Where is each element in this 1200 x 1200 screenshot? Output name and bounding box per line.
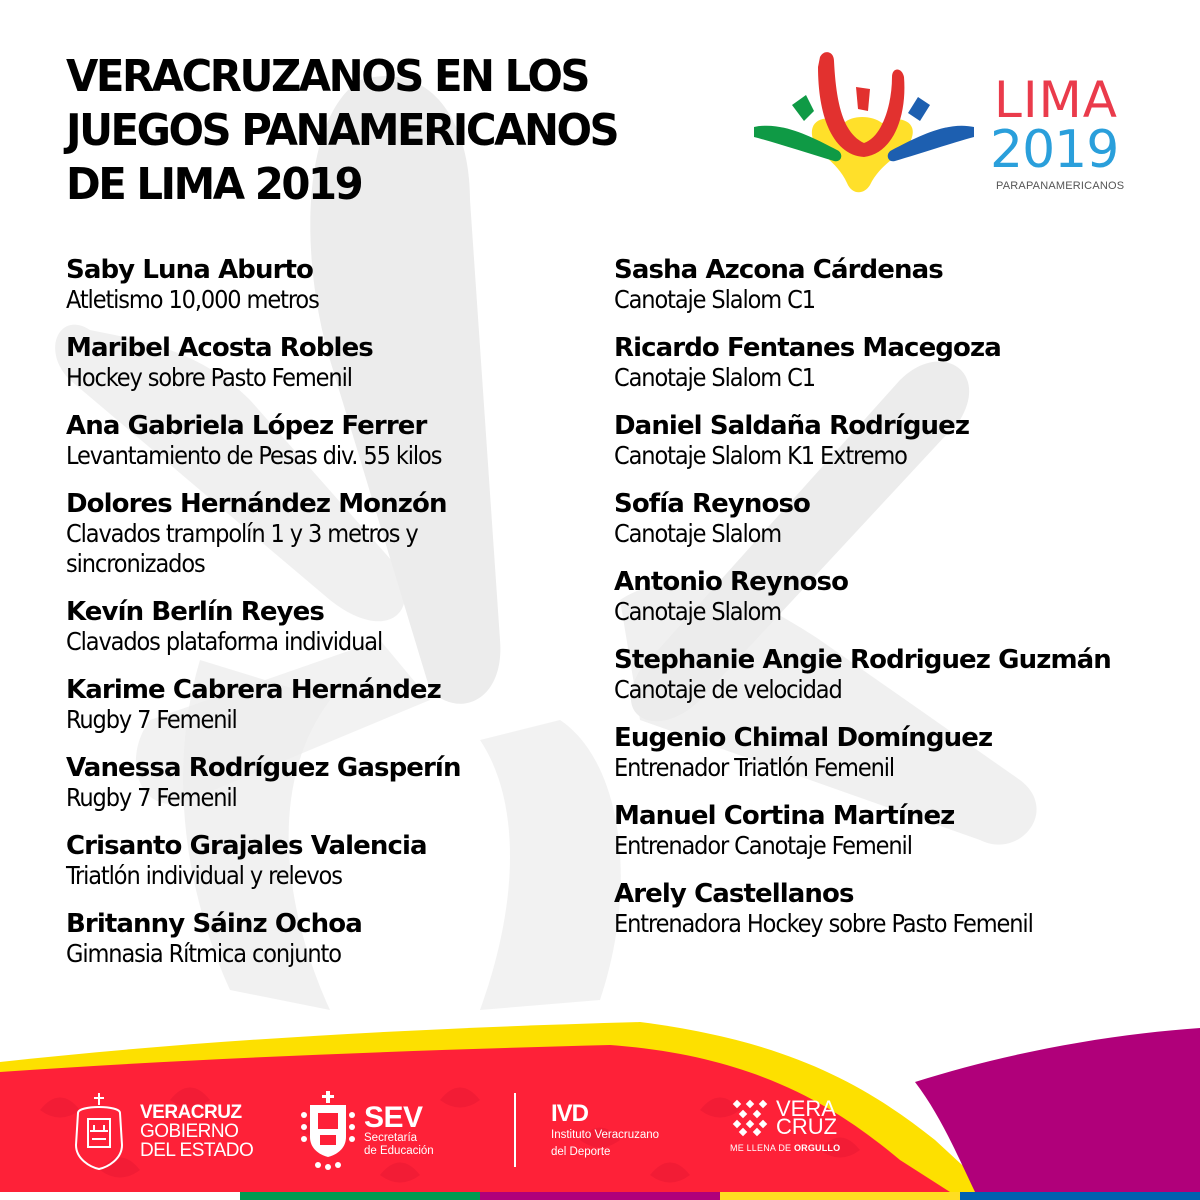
athlete-name: Karime Cabrera Hernández (66, 675, 441, 705)
athlete-discipline: Levantamiento de Pesas div. 55 kilos (66, 441, 442, 470)
athlete-entry (66, 489, 576, 579)
footer-logos (0, 1085, 1200, 1180)
vc-line-1: VERA (776, 1096, 836, 1121)
sev-shield-icon (300, 1091, 356, 1171)
gobierno-line-2: GOBIERNO (140, 1120, 239, 1142)
athlete-discipline: Canotaje Slalom C1 (614, 363, 815, 392)
stripe-yellow (720, 1192, 960, 1200)
athlete-name: Dolores Hernández Monzón (66, 489, 447, 519)
athlete-name: Maribel Acosta Robles (66, 333, 373, 363)
athlete-entry (66, 909, 576, 969)
athlete-discipline: Rugby 7 Femenil (66, 705, 237, 734)
vc-tagline-bold: ORGULLO (793, 1143, 841, 1153)
athletes-right-column (614, 255, 1174, 957)
title-line-1: VERACRUZANOS EN LOS (66, 51, 589, 102)
gobierno-veracruz-logo (68, 1091, 253, 1171)
athlete-name: Crisanto Grajales Valencia (66, 831, 427, 861)
sev-line-1: Secretaría (364, 1132, 418, 1144)
athlete-name: Ana Gabriela López Ferrer (66, 411, 427, 441)
stripe-blue (960, 1192, 1200, 1200)
athlete-entry (66, 675, 576, 735)
athlete-entry (614, 801, 1174, 861)
stripe-purple (480, 1192, 720, 1200)
athlete-discipline: Rugby 7 Femenil (66, 783, 237, 812)
athlete-name: Arely Castellanos (614, 879, 854, 909)
athlete-entry (614, 333, 1174, 393)
athlete-entry (614, 567, 1174, 627)
athlete-name: Manuel Cortina Martínez (614, 801, 955, 831)
athlete-entry (66, 333, 576, 393)
athlete-name: Daniel Saldaña Rodríguez (614, 411, 970, 441)
athlete-discipline: Entrenador Canotaje Femenil (614, 831, 912, 860)
athlete-discipline: Gimnasia Rítmica conjunto (66, 939, 341, 968)
vc-tagline (730, 1143, 840, 1153)
ivd-logo (551, 1100, 660, 1159)
athlete-name: Eugenio Chimal Domínguez (614, 723, 993, 753)
gobierno-line-1: VERACRUZ (140, 1101, 242, 1123)
athlete-discipline: Entrenadora Hockey sobre Pasto Femenil (614, 909, 1033, 938)
athlete-discipline: Triatlón individual y relevos (66, 861, 342, 890)
athlete-entry (614, 879, 1174, 939)
athlete-entry (614, 411, 1174, 471)
sev-acronym: SEV (364, 1101, 423, 1134)
sev-line-2: de Educación (364, 1145, 434, 1157)
page-title (66, 50, 693, 212)
athlete-discipline: Clavados plataforma individual (66, 627, 383, 656)
athlete-name: Saby Luna Aburto (66, 255, 314, 285)
athlete-discipline: Canotaje Slalom (614, 519, 782, 548)
athlete-discipline: Clavados trampolín 1 y 3 metros y sincronizados (66, 519, 418, 578)
sev-logo (300, 1091, 434, 1171)
footer-divider (514, 1093, 516, 1167)
ivd-line-2: del Deporte (551, 1146, 611, 1158)
athlete-name: Kevín Berlín Reyes (66, 597, 324, 627)
lima-wordmark: LIMA (994, 71, 1118, 129)
veracruz-coat-of-arms-icon (68, 1091, 130, 1171)
athlete-entry (614, 645, 1174, 705)
title-line-3: DE LIMA 2019 (66, 159, 362, 210)
athlete-entry (66, 411, 576, 471)
athlete-discipline: Entrenador Triatlón Femenil (614, 753, 895, 782)
athlete-entry (66, 831, 576, 891)
athlete-discipline: Canotaje Slalom (614, 597, 782, 626)
lima-subtitle: PARAPANAMERICANOS (996, 180, 1125, 192)
gobierno-line-3: DEL ESTADO (140, 1139, 254, 1161)
athlete-entry (614, 489, 1174, 549)
athlete-discipline: Canotaje Slalom K1 Extremo (614, 441, 907, 470)
vc-tagline-prefix: ME LLENA DE (730, 1143, 794, 1153)
athlete-entry (614, 255, 1174, 315)
color-stripes (0, 1192, 1200, 1200)
ivd-line-1: Instituto Veracruzano (551, 1129, 660, 1141)
lima-emblem-icon (752, 45, 977, 205)
ivd-acronym: IVD (551, 1100, 589, 1127)
athlete-name: Sasha Azcona Cárdenas (614, 255, 943, 285)
lima-year: 2019 (990, 120, 1119, 180)
stripe-green (240, 1192, 480, 1200)
veracruz-brand-logo (730, 1096, 841, 1153)
lima-2019-logo (752, 45, 1132, 205)
athlete-discipline: Canotaje de velocidad (614, 675, 842, 704)
athlete-name: Vanessa Rodríguez Gasperín (66, 753, 461, 783)
athletes-left-column (66, 255, 576, 987)
athlete-name: Stephanie Angie Rodriguez Guzmán (614, 645, 1111, 675)
athlete-entry (614, 723, 1174, 783)
athlete-entry (66, 597, 576, 657)
athlete-name: Ricardo Fentanes Macegoza (614, 333, 1001, 363)
stripe-white (0, 1192, 240, 1200)
textile-pattern-icon (730, 1099, 770, 1137)
athlete-name: Antonio Reynoso (614, 567, 849, 597)
vc-line-2: CRUZ (776, 1114, 838, 1139)
athlete-discipline: Hockey sobre Pasto Femenil (66, 363, 352, 392)
title-line-2: JUEGOS PANAMERICANOS (66, 105, 618, 156)
athlete-name: Sofía Reynoso (614, 489, 811, 519)
athlete-discipline: Canotaje Slalom C1 (614, 285, 815, 314)
athlete-entry (66, 753, 576, 813)
athlete-name: Britanny Sáinz Ochoa (66, 909, 362, 939)
athlete-discipline: Atletismo 10,000 metros (66, 285, 319, 314)
athlete-entry (66, 255, 576, 315)
